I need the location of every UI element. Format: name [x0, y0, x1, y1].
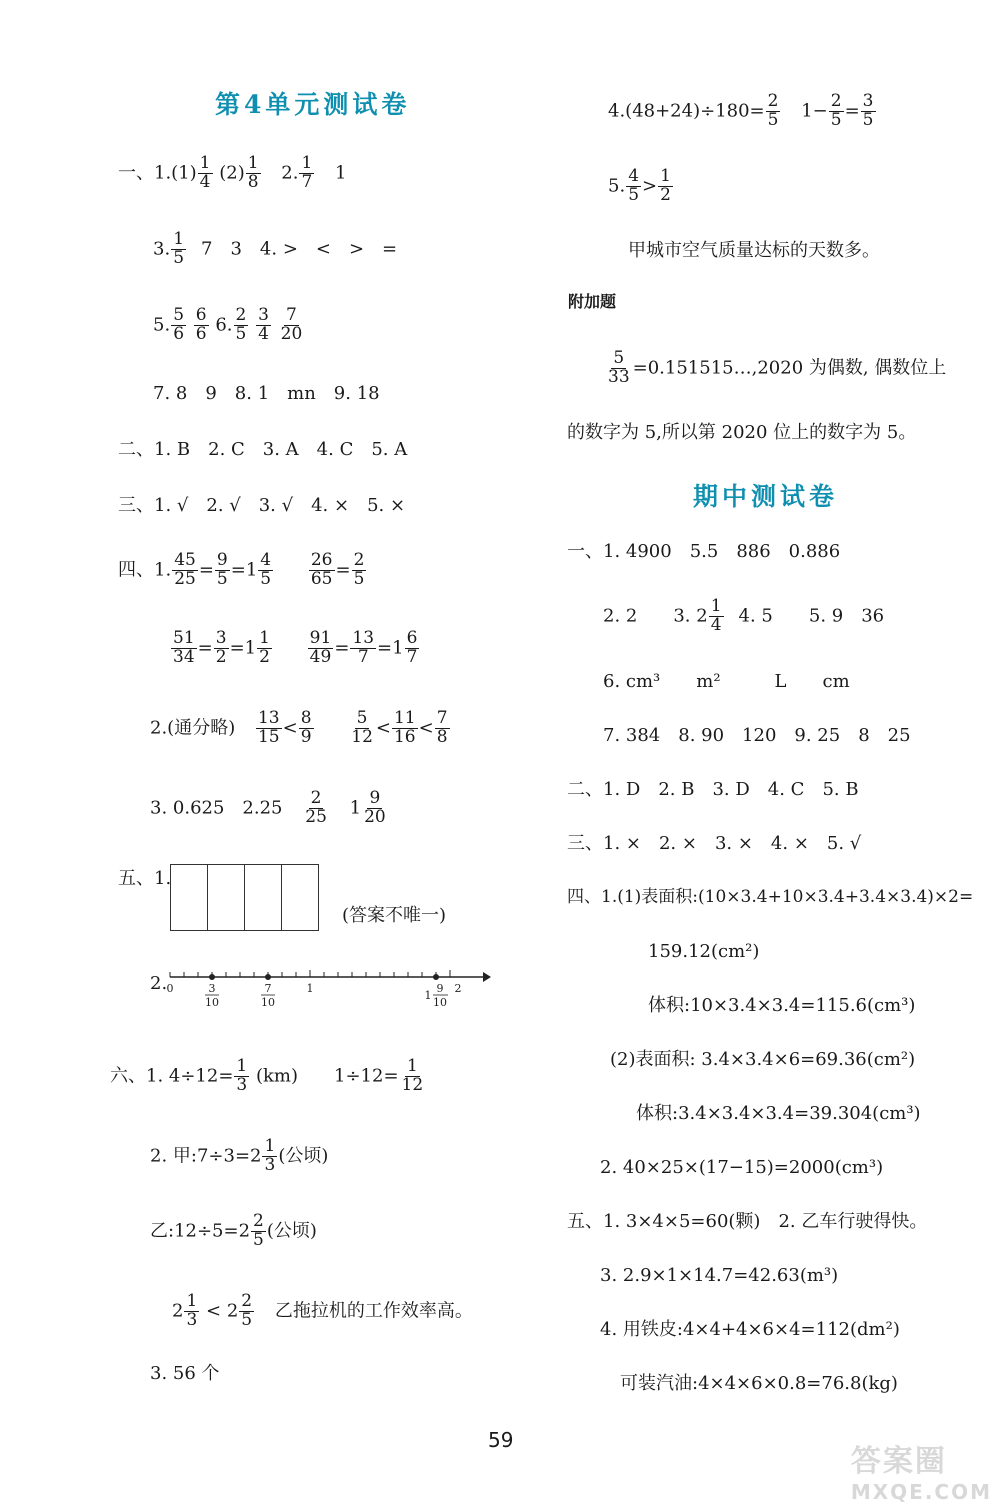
answer-line-12-label: 2.	[150, 973, 168, 994]
answer-line-10: 3. 0.625 2.25 $\frac{2}{25}$ 1 $\frac{9}{20}$	[150, 788, 386, 827]
page-number: 59	[488, 1428, 514, 1452]
right-line-21: 4. 用铁皮:4×4+4×6×4=112(dm²)	[600, 1319, 900, 1340]
answer-line-1: 一、1.(1) $\frac{1}{4}$ (2) $\frac{1}{8}$ 2. $\frac{1}{7}$ 1	[118, 153, 347, 192]
svg-text:3: 3	[208, 982, 216, 995]
svg-text:10: 10	[205, 996, 219, 1009]
answer-line-15: 乙:12÷5=2 $\frac{2}{5}$ (公顷)	[150, 1211, 317, 1250]
right-line-16: (2)表面积: 3.4×3.4×6=69.36(cm²)	[610, 1049, 916, 1070]
answer-line-9: 2.(通分略) $\frac{13}{15}$ < $\frac{8}{9}$ $\frac{5}{12}$ < $\frac{11}{16}$ < $\frac{7}{8}$	[150, 708, 448, 747]
answer-line-11-label: 五、1.	[118, 868, 172, 889]
divided-rectangle	[170, 864, 319, 931]
right-line-15: 体积:10×3.4×3.4=115.6(cm³)	[648, 995, 916, 1016]
right-line-13: 四、1.(1)表面积:(10×3.4+10×3.4+3.4×3.4)×2=	[567, 887, 974, 907]
right-line-2: 5. $\frac{4}{5}$ > $\frac{1}{2}$	[608, 166, 671, 205]
right-line-9: 6. cm³ m² L cm	[603, 671, 850, 692]
right-line-1: 4.(48+24)÷180= $\frac{2}{5}$ 1− $\frac{2}{5}$ = $\frac{3}{5}$	[608, 91, 874, 130]
right-line-8: 2. 2 3. 2 $\frac{1}{4}$ 4. 5 5. 9 36	[603, 596, 885, 635]
answer-line-7: 四、1. $\frac{45}{25}$ = $\frac{9}{5}$ =1 $\frac{4}{5}$ $\frac{26}{65}$ = $\frac{2}{5}$	[118, 550, 365, 589]
tick-0: 0	[166, 982, 174, 995]
tick-1: 1	[306, 982, 314, 995]
right-line-12: 三、1. × 2. × 3. × 4. × 5. √	[567, 833, 862, 854]
tick-2: 2	[454, 982, 462, 995]
bonus-heading: 附加题	[568, 292, 617, 311]
answer-line-13: 六、1. 4÷12= $\frac{1}{3}$ (km) 1÷12= $\frac{1}{12}$	[110, 1056, 424, 1095]
number-line	[165, 962, 495, 1022]
answer-line-3: 5. $\frac{5}{6}$ $\frac{6}{6}$ 6. $\frac{2}{5}$ $\frac{3}{4}$ $\frac{7}{20}$	[153, 305, 303, 344]
right-line-3: 甲城市空气质量达标的天数多。	[628, 240, 880, 261]
right-line-11: 二、1. D 2. B 3. D 4. C 5. B	[567, 779, 859, 800]
right-line-17: 体积:3.4×3.4×3.4=39.304(cm³)	[636, 1103, 921, 1124]
answer-line-6: 三、1. √ 2. √ 3. √ 4. × 5. ×	[118, 495, 406, 516]
answer-line-8: $\frac{51}{34}$ = $\frac{3}{2}$ =1 $\frac{1}{2}$ $\frac{91}{49}$ = $\frac{13}{7}$ =1 $\frac{6}{7}$	[173, 628, 418, 667]
right-line-7: 一、1. 4900 5.5 886 0.886	[567, 541, 841, 562]
svg-text:10: 10	[433, 996, 447, 1009]
midterm-title: 期中测试卷	[693, 482, 839, 511]
right-line-19: 五、1. 3×4×5=60(颗) 2. 乙车行驶得快。	[567, 1211, 928, 1232]
watermark-logo: 答案圈 MXQE.COM	[850, 1444, 992, 1504]
svg-text:10: 10	[261, 996, 275, 1009]
svg-text:9: 9	[436, 982, 444, 995]
point-1-9-10	[433, 974, 439, 980]
right-line-20: 3. 2.9×1×14.7=42.63(m³)	[600, 1265, 839, 1286]
point-7-10	[265, 974, 271, 980]
svg-text:7: 7	[264, 982, 272, 995]
unit4-title: 第4单元测试卷	[215, 90, 411, 119]
right-line-5: $\frac{5}{33}$ =0.151515…,2020 为偶数, 偶数位上	[608, 348, 947, 387]
right-line-18: 2. 40×25×(17−15)=2000(cm³)	[600, 1157, 884, 1178]
right-line-10: 7. 384 8. 90 120 9. 25 8 25	[603, 725, 911, 746]
answer-line-14: 2. 甲:7÷3=2 $\frac{1}{3}$ (公顷)	[150, 1136, 329, 1175]
answer-line-4: 7. 8 9 8. 1 mn 9. 18	[153, 383, 380, 404]
answer-line-17: 3. 56 个	[150, 1363, 220, 1384]
answer-line-5: 二、1. B 2. C 3. A 4. C 5. A	[118, 439, 408, 460]
right-line-14: 159.12(cm²)	[648, 941, 760, 962]
svg-text:1: 1	[424, 989, 432, 1002]
answer-line-2: 3. $\frac{1}{5}$ 7 3 4. > < > =	[153, 229, 398, 268]
right-line-22: 可装汽油:4×4×6×0.8=76.8(kg)	[620, 1373, 898, 1394]
right-line-6: 的数字为 5,所以第 2020 位上的数字为 5。	[567, 422, 917, 443]
point-3-10	[209, 974, 215, 980]
answer-note: (答案不唯一)	[342, 905, 447, 926]
answer-line-16: 2 $\frac{1}{3}$ < 2 $\frac{2}{5}$ 乙拖拉机的工作效率高。	[172, 1291, 473, 1330]
